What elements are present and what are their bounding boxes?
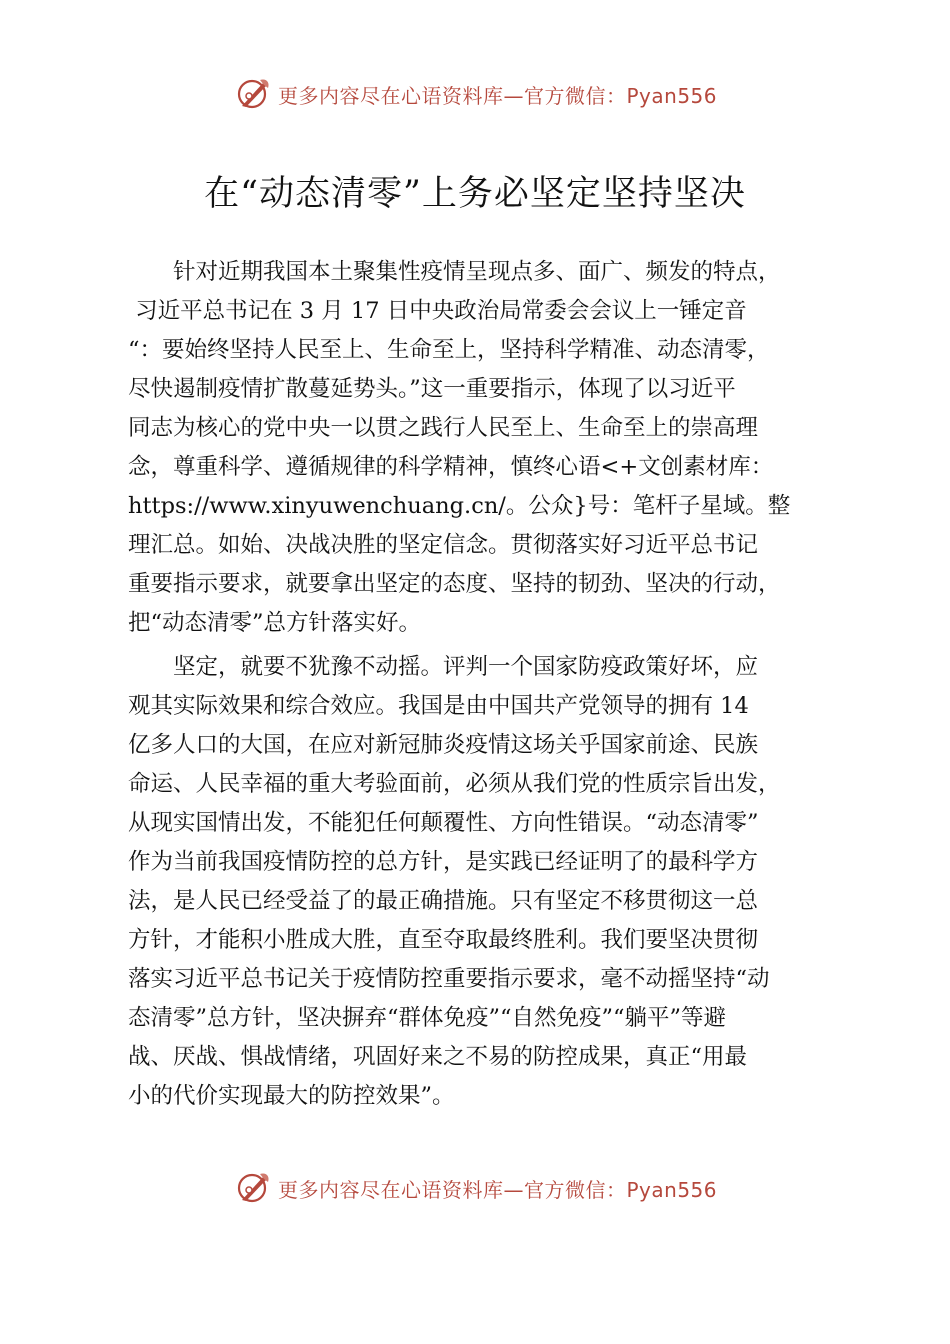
text-line: 习近平总书记在 3 月 17 日中央政治局常委会会议上一锤定音 — [128, 298, 747, 324]
banner-text: 更多内容尽在心语资料库—官方微信：Pyan556 — [278, 83, 718, 108]
text-line: 重要指示要求，就要拿出坚定的态度、坚持的韧劲、坚决的行动， — [128, 571, 781, 597]
text-line: 命运、人民幸福的重大考验面前，必须从我们党的性质宗旨出发， — [128, 771, 781, 797]
text-line: 尽快遏制疫情扩散蔓延势头。”这一重要指示，体现了以习近平 — [128, 376, 736, 402]
article-title: 在“动态清零”上务必坚定坚持坚决 — [204, 174, 746, 214]
header-banner — [236, 74, 736, 114]
text-line: https://www.xinyuwenchuang.cn/。公众}号：笔杆子星域。整 — [128, 493, 791, 519]
footer-banner — [236, 1168, 736, 1208]
text-line: 战、厌战、惧战情绪，巩固好来之不易的防控成果，真正“用最 — [128, 1044, 748, 1070]
text-line: “：要始终坚持人民至上、生命至上，坚持科学精准、动态清零， — [128, 337, 770, 363]
paragraph-2 — [128, 648, 868, 1116]
quill-logo-icon — [236, 1170, 272, 1206]
text-line: 坚定，就要不犹豫不动摇。评判一个国家防疫政策好坏，应 — [173, 654, 759, 680]
text-line: 小的代价实现最大的防控效果”。 — [128, 1083, 455, 1109]
text-line: 观其实际效果和综合效应。我国是由中国共产党领导的拥有 14 — [128, 693, 749, 719]
text-line: 理汇总。如始、决战决胜的坚定信念。贯彻落实好习近平总书记 — [128, 532, 759, 558]
text-line: 从现实国情出发，不能犯任何颠覆性、方向性错误。“动态清零” — [128, 810, 759, 836]
text-line: 把“动态清零”总方针落实好。 — [128, 610, 422, 636]
text-line: 落实习近平总书记关于疫情防控重要指示要求，毫不动摇坚持“动 — [128, 966, 770, 992]
text-line: 态清零”总方针，坚决摒弃“群体免疫”“自然免疫”“躺平”等避 — [128, 1005, 727, 1031]
text-line: 亿多人口的大国，在应对新冠肺炎疫情这场关乎国家前途、民族 — [128, 732, 759, 758]
text-line: 同志为核心的党中央一以贯之践行人民至上、生命至上的崇高理 — [128, 415, 759, 441]
text-line: 方针，才能积小胜成大胜，直至夺取最终胜利。我们要坚决贯彻 — [128, 927, 759, 953]
text-line: 作为当前我国疫情防控的总方针，是实践已经证明了的最科学方 — [128, 849, 759, 875]
quill-logo-icon — [236, 76, 272, 112]
text-line: 法，是人民已经受益了的最正确措施。只有坚定不移贯彻这一总 — [128, 888, 759, 914]
paragraph-1 — [128, 253, 868, 643]
text-line: 针对近期我国本土聚集性疫情呈现点多、面广、频发的特点， — [173, 259, 781, 285]
banner-text: 更多内容尽在心语资料库—官方微信：Pyan556 — [278, 1177, 718, 1202]
text-line: 念，尊重科学、遵循规律的科学精神，慎终心语<+文创素材库： — [128, 454, 774, 480]
